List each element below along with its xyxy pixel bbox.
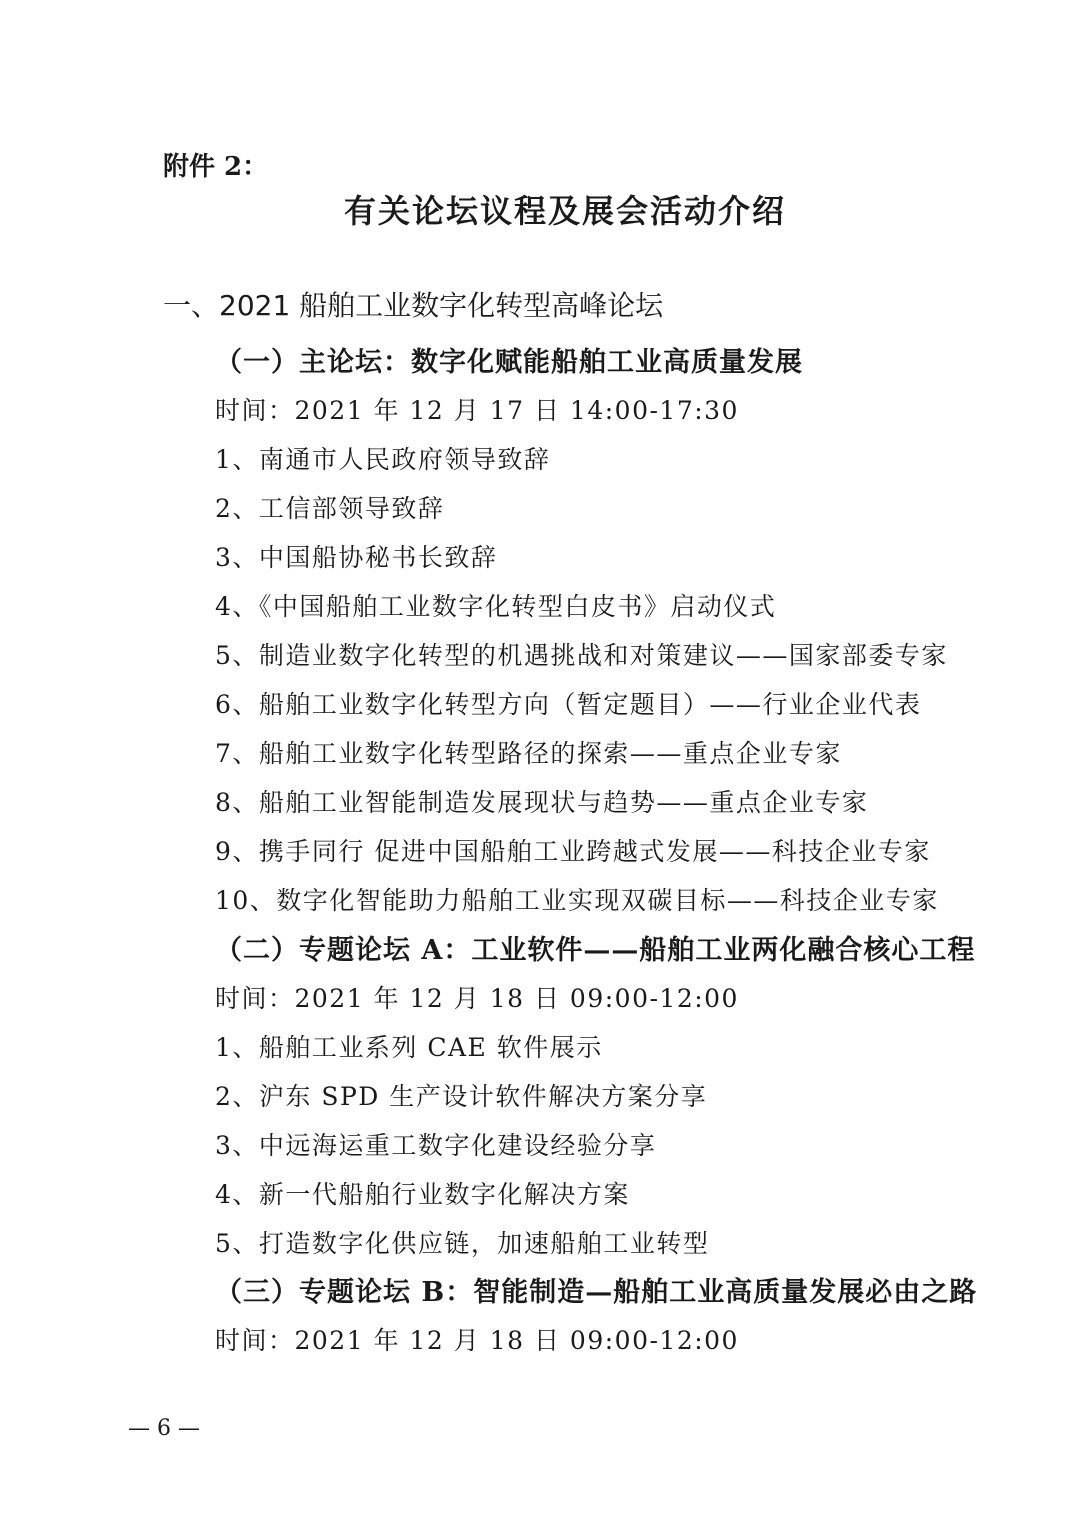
list-item: 10、数字化智能助力船舶工业实现双碳目标——科技企业专家 (215, 886, 939, 915)
list-item: 4、《中国船舶工业数字化转型白皮书》启动仪式 (215, 592, 777, 621)
list-item: 5、打造数字化供应链，加速船舶工业转型 (215, 1229, 710, 1258)
forum-b-heading: （三）专题论坛 B：智能制造—船舶工业高质量发展必由之路 (215, 1277, 978, 1308)
page-number: — 6 — (128, 1416, 200, 1441)
main-forum-heading: （一）主论坛：数字化赋能船舶工业高质量发展 (215, 347, 803, 378)
list-item: 4、新一代船舶行业数字化解决方案 (215, 1180, 630, 1209)
list-item: 3、中国船协秘书长致辞 (215, 543, 498, 572)
list-item: 8、船舶工业智能制造发展现状与趋势——重点企业专家 (215, 788, 869, 817)
list-item: 2、工信部领导致辞 (215, 494, 445, 523)
list-item: 2、沪东 SPD 生产设计软件解决方案分享 (215, 1082, 708, 1111)
main-forum-time: 时间：2021 年 12 月 17 日 14:00-17:30 (215, 396, 739, 425)
page-title: 有关论坛议程及展会活动介绍 (343, 192, 786, 230)
forum-a-heading: （二）专题论坛 A：工业软件——船舶工业两化融合核心工程 (215, 935, 976, 966)
forum-a-time: 时间：2021 年 12 月 18 日 09:00-12:00 (215, 984, 739, 1013)
list-item: 1、南通市人民政府领导致辞 (215, 445, 551, 474)
list-item: 7、船舶工业数字化转型路径的探索——重点企业专家 (215, 739, 842, 768)
section-heading: 一、2021 船舶工业数字化转型高峰论坛 (163, 289, 664, 322)
attachment-label: 附件 2： (163, 152, 269, 182)
list-item: 5、制造业数字化转型的机遇挑战和对策建议——国家部委专家 (215, 641, 948, 670)
list-item: 3、中远海运重工数字化建设经验分享 (215, 1131, 657, 1160)
forum-b-time: 时间：2021 年 12 月 18 日 09:00-12:00 (215, 1326, 739, 1355)
list-item: 1、船舶工业系列 CAE 软件展示 (215, 1033, 603, 1062)
list-item: 9、携手同行 促进中国船舶工业跨越式发展——科技企业专家 (215, 837, 931, 866)
list-item: 6、船舶工业数字化转型方向（暂定题目）——行业企业代表 (215, 690, 922, 719)
